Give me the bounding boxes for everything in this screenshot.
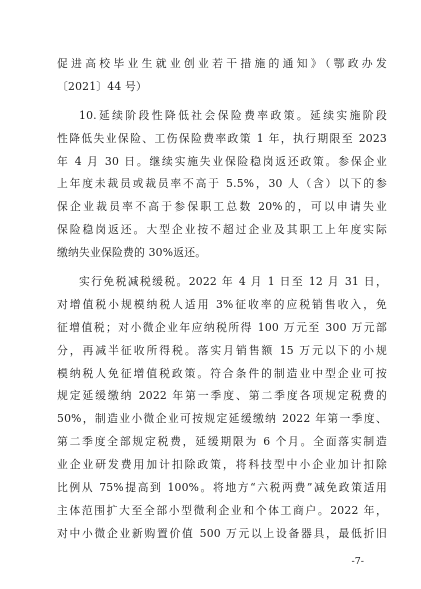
text-line: 对中小微企业新购置价值 500 万元以上设备器具，最低折旧 [57,526,387,540]
paragraph-social-insurance [57,105,387,265]
text-line: 保企业裁员率不高于参保职工总数 20%的，可以申请失业 [57,200,387,214]
text-line: 实行免税减税缓税。2022 年 4 月 1 日至 12 月 31 日， [79,275,387,289]
text-line: 年 4 月 30 日。继续实施失业保险稳岗返还政策。参保企业 [57,154,387,168]
text-line: 业企业研发费用加计扣除政策，将科技型中小企业加计扣除 [57,458,387,472]
text-line: 分，再减半征收所得税。落实月销售额 15 万元以下的小规 [57,343,387,357]
text-line: 对增值税小规模纳税人适用 3%征收率的应税销售收入，免 [57,297,387,311]
text-line: 促进高校毕业生就业创业若干措施的通知》（鄂政办发 [57,57,387,70]
document-body [57,53,387,546]
text-line: 规定延缓缴纳 2022 年第一季度、第二季度各项规定税费的 [57,389,387,403]
text-line: 上年度未裁员或裁员率不高于 5.5%，30 人（含）以下的参 [57,177,387,191]
text-line: 50%，制造业小微企业可按规定延缓缴纳 2022 年第一季度、 [57,412,387,426]
text-line: 保险稳岗返还。大型企业按不超过企业及其职工上年度实际 [57,223,387,237]
text-line: 10.延续阶段性降低社会保险费率政策。延续实施阶段 [79,108,387,122]
text-line: 主体范围扩大至全部小型微利企业和个体工商户。2022 年， [57,503,387,517]
text-line: 第二季度全部规定税费，延缓期限为 6 个月。全面落实制造 [57,435,387,449]
text-line: 缴纳失业保险费的 30%返还。 [57,246,207,260]
text-line: 征增值税；对小微企业年应纳税所得 100 万元至 300 万元部 [57,320,387,334]
text-line: 〔2021〕44 号） [57,79,148,93]
top-block [57,53,387,99]
text-line: 模纳税人免征增值税政策。符合条件的制造业中型企业可按 [57,366,387,380]
page-number: -7- [351,556,364,567]
paragraph-tax-relief [57,271,387,546]
text-line: 比例从 75%提高到 100%。将地方“六税两费”减免政策适用 [57,481,387,495]
text-line: 性降低失业保险、工伤保险费率政策 1 年，执行期限至 2023 [57,131,387,145]
